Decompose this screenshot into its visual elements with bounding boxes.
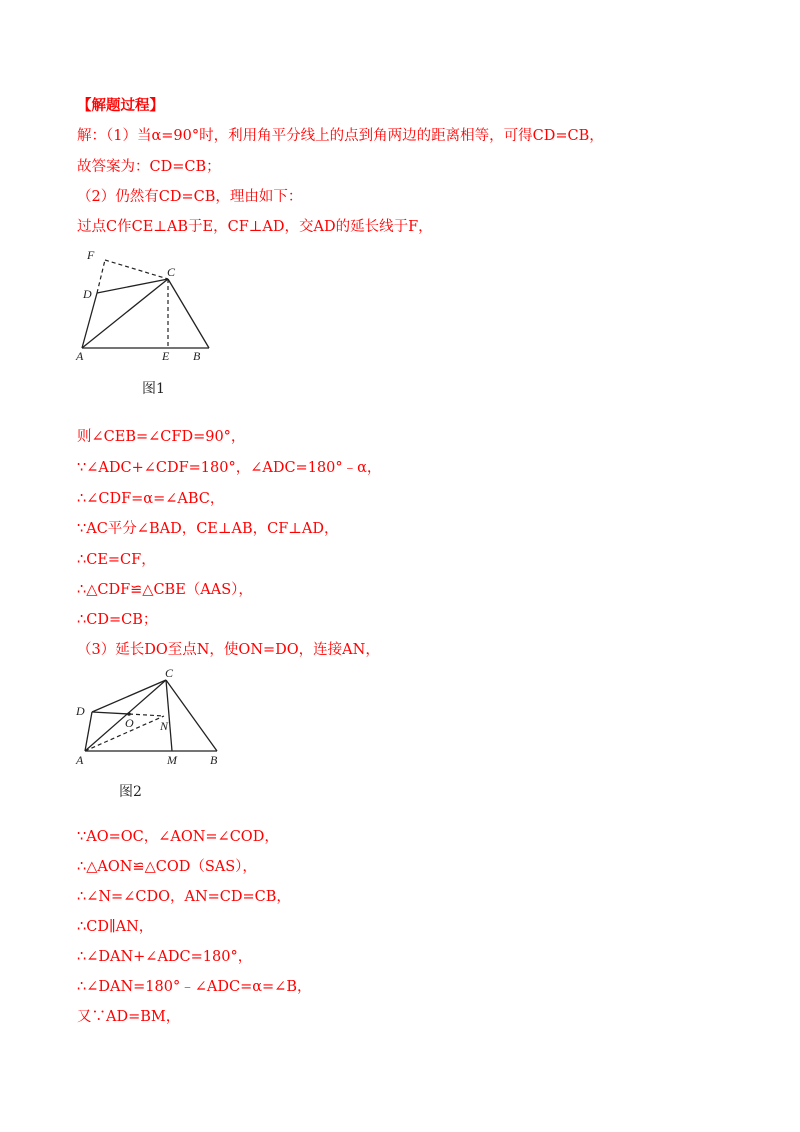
proof2-line-5: ∴CE=CF， — [77, 552, 156, 568]
proof3-line-6: ∴∠DAN=180°﹣∠ADC=α=∠B， — [77, 979, 312, 995]
point-label-N: N — [160, 719, 169, 733]
part2-line: （2）仍然有CD=CB，理由如下： — [77, 189, 303, 205]
figure-1-caption: 图1 — [142, 381, 165, 397]
proof2-line-2: ∵∠ADC+∠CDF=180°，∠ADC=180°﹣α， — [77, 460, 382, 476]
point-label-D: D — [83, 287, 92, 301]
proof3-line-4: ∴CD∥AN， — [77, 919, 154, 935]
figure-1 — [72, 242, 222, 367]
proof3-line-3: ∴∠N=∠CDO，AN=CD=CB， — [77, 889, 291, 905]
point-label-A: A — [76, 753, 84, 767]
figure-2-diagram — [72, 665, 237, 770]
part3-line: （3）延长DO至点N，使ON=DO，连接AN， — [77, 642, 380, 658]
proof2-line-4: ∵AC平分∠BAD，CE⊥AB，CF⊥AD， — [77, 521, 339, 537]
proof3-line-7: 又∵AD=BM， — [77, 1009, 181, 1025]
proof2-line-3: ∴∠CDF=α=∠ABC， — [77, 491, 225, 507]
point-label-C: C — [165, 666, 174, 680]
solution-line-1: 解：（1）当α=90°时，利用角平分线上的点到角两边的距离相等，可得CD=CB， — [77, 128, 604, 144]
point-label-B: B — [210, 753, 218, 767]
proof2-line-6: ∴△CDF≌△CBE（AAS）， — [77, 582, 253, 598]
figure-2 — [72, 665, 237, 770]
point-label-D: D — [76, 704, 85, 718]
point-label-E: E — [162, 349, 170, 363]
point-label-B: B — [193, 349, 201, 363]
figure-2-caption: 图2 — [119, 784, 142, 800]
point-label-F: F — [87, 248, 95, 262]
section-heading: 【解题过程】 — [77, 97, 164, 114]
proof3-line-5: ∴∠DAN+∠ADC=180°， — [77, 949, 253, 965]
point-label-C: C — [167, 265, 176, 279]
construction-line: 过点C作CE⊥AB于E，CF⊥AD，交AD的延长线于F， — [77, 219, 433, 235]
proof2-line-1: 则∠CEB=∠CFD=90°， — [77, 429, 246, 445]
figure-1-diagram — [72, 242, 222, 367]
proof3-line-1: ∵AO=OC，∠AON=∠COD， — [77, 829, 279, 845]
point-label-O: O — [125, 716, 134, 730]
point-label-A: A — [76, 349, 84, 363]
proof3-line-2: ∴△AON≌△COD（SAS）， — [77, 859, 257, 875]
point-label-M: M — [167, 753, 177, 767]
proof2-line-7: ∴CD=CB； — [77, 612, 158, 628]
answer-line: 故答案为：CD=CB； — [77, 159, 221, 175]
